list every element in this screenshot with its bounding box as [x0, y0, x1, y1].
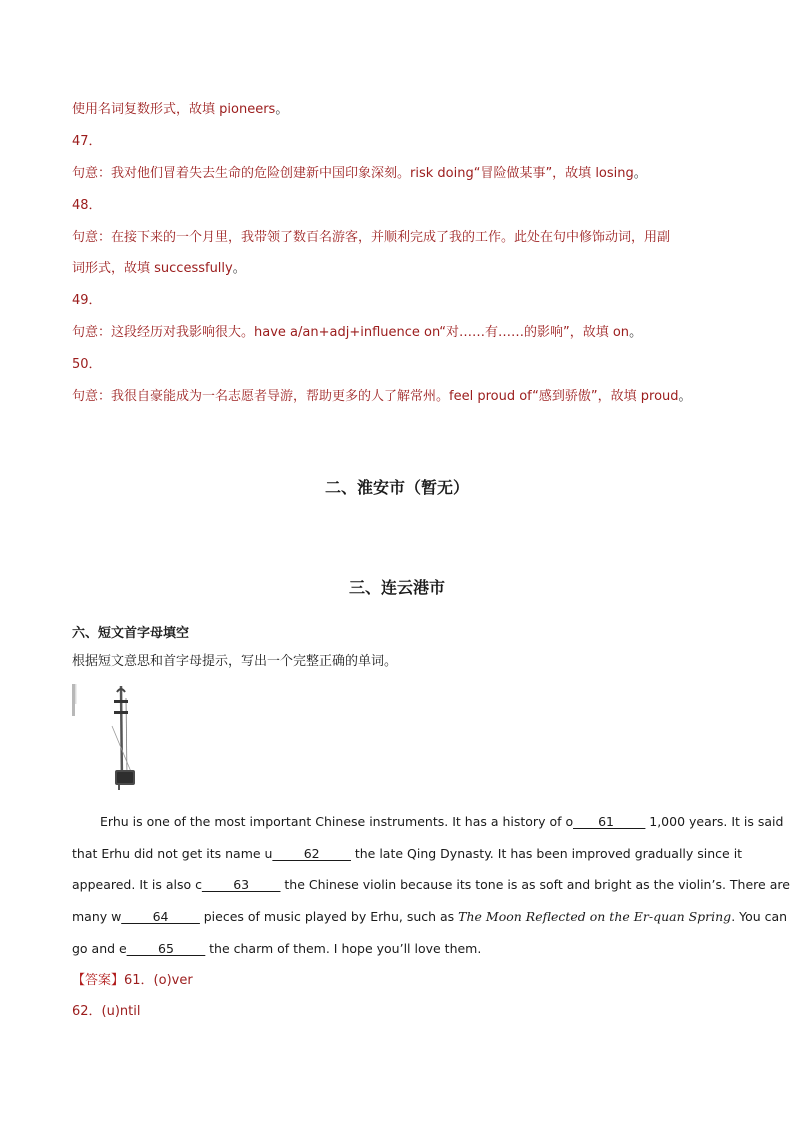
section-heading-lianyungang: 三、连云港市	[348, 578, 445, 597]
answer-note-46	[72, 101, 288, 119]
note-end: 。	[232, 261, 246, 276]
passage-line-3	[72, 876, 790, 894]
passage-text: the late Qing Dynasty. It has been improved gradually since it	[350, 846, 743, 861]
blank-61[interactable]: ____61_____	[573, 814, 646, 829]
passage-text: the charm of them. I hope you’ll love them.	[205, 941, 482, 956]
passage-text: appeared. It is also c	[72, 877, 202, 892]
blank-65[interactable]: _____65_____	[126, 941, 206, 956]
answer-note-47	[72, 165, 647, 183]
passage-text: pieces of music played by Erhu, such as	[199, 909, 459, 924]
blank-63[interactable]: _____63_____	[201, 877, 281, 892]
note-text: 使用名词复数形式，故填	[72, 102, 220, 117]
question-number-47: 47．	[72, 134, 102, 149]
answer-61-text: 61．(o)ver	[124, 973, 193, 988]
answer-note-48-line2	[72, 260, 246, 278]
passage-text: many w	[72, 909, 122, 924]
part-title: 六、短文首字母填空	[72, 626, 190, 641]
passage-text: go and e	[72, 941, 127, 956]
passage-line-2	[72, 845, 742, 863]
passage-line-5	[72, 940, 481, 958]
sentence-meaning: 句意：我对他们冒着失去生命的危险创建新中国印象深刻。	[72, 166, 411, 181]
blank-62[interactable]: _____62_____	[272, 846, 351, 861]
note-end: 。	[678, 389, 692, 404]
answer-61	[72, 972, 193, 990]
erhu-image	[72, 684, 162, 792]
passage-text: that Erhu did not get its name u	[72, 846, 273, 861]
note-text: 词形式，故填	[72, 261, 155, 276]
note-end: 。	[633, 166, 647, 181]
section-heading-huaian: 二、淮安市（暂无）	[324, 478, 469, 497]
passage-text: 1,000 years. It is said	[645, 814, 784, 829]
answer-62: 62．(u)ntil	[72, 1004, 141, 1019]
answer-label: 【答案】	[72, 973, 125, 988]
explanation: feel proud of“感到骄傲”，故填 proud	[449, 389, 679, 404]
answer-word: successfully	[154, 261, 233, 276]
passage-text: the Chinese violin because its tone is as soft and bright as the violin’s. There are	[280, 877, 790, 892]
passage-text: Erhu is one of the most important Chinese instruments. It has a history of o	[100, 814, 574, 829]
explanation: have a/an+adj+influence on“对……有……的影响”，故填 on	[254, 325, 630, 340]
instruction-text: 根据短文意思和首字母提示，写出一个完整正确的单词。	[72, 654, 398, 669]
passage-line-4	[72, 908, 787, 926]
sentence-meaning: 句意：这段经历对我影响很大。	[72, 325, 255, 340]
question-number-49: 49．	[72, 293, 102, 308]
explanation: risk doing“冒险做某事”，故填 losing	[410, 166, 634, 181]
note-end: 。	[275, 102, 289, 117]
answer-note-48-line1: 句意：在接下来的一个月里，我带领了数百名游客，并顺利完成了我的工作。此处在句中修饰动词，用副	[72, 230, 671, 245]
note-end: 。	[629, 325, 643, 340]
answer-word: pioneers	[219, 102, 276, 117]
sentence-meaning: 句意：我很自豪能成为一名志愿者导游，帮助更多的人了解常州。	[72, 389, 450, 404]
answer-note-50	[72, 388, 692, 406]
answer-note-49	[72, 324, 642, 342]
blank-64[interactable]: _____64_____	[121, 909, 200, 924]
passage-line-1	[100, 813, 783, 831]
question-number-50: 50．	[72, 357, 102, 372]
passage-text: . You can	[731, 909, 788, 924]
question-number-48: 48．	[72, 198, 102, 213]
music-title: The Moon Reflected on the Er-quan Spring	[458, 909, 732, 924]
